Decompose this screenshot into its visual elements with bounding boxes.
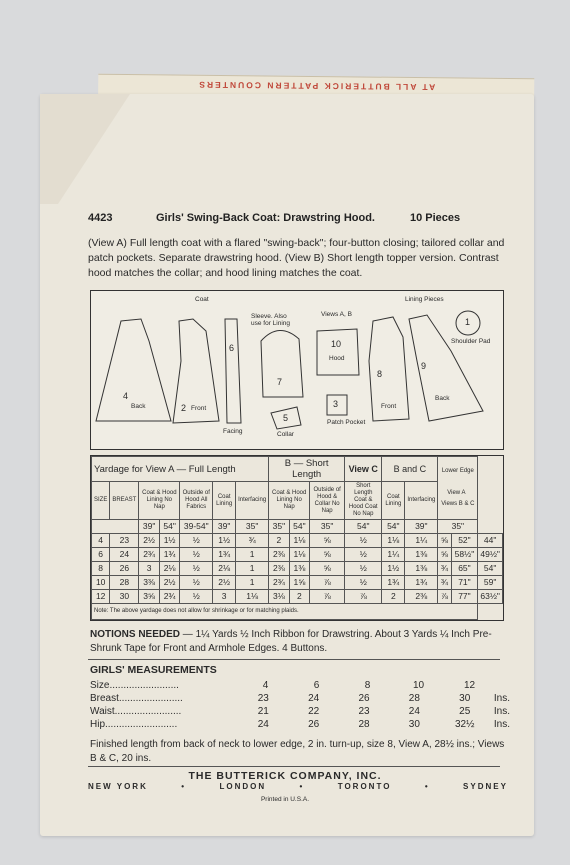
yardage-cell: 26	[110, 562, 139, 576]
yardage-cell: 2⅛	[213, 562, 236, 576]
yardage-cell: 1¾	[382, 576, 405, 590]
col-bc-interfacing: Interfacing	[405, 482, 438, 520]
measurement-row	[90, 705, 510, 718]
company-name: THE BUTTERICK COMPANY, INC.	[188, 770, 382, 782]
divider	[88, 659, 500, 660]
yardage-cell: 2¾	[139, 548, 160, 562]
measurement-unit: Ins.	[493, 706, 511, 717]
yardage-cell: 1⅛	[236, 590, 269, 604]
piece-number-1: 1	[465, 317, 471, 327]
yardage-cell: 2⅜	[269, 562, 290, 576]
yardage-cell: 77"	[451, 590, 478, 604]
yardage-cell: 1¼	[405, 534, 438, 548]
yardage-cell: 24	[110, 548, 139, 562]
lower-edge-view-a: View A	[447, 490, 466, 496]
width-8: 54"	[345, 520, 382, 534]
yardage-cell: 3	[213, 590, 236, 604]
yardage-cell: 1⅛	[289, 534, 310, 548]
width-6: 54"	[289, 520, 310, 534]
yardage-cell: 12	[92, 590, 110, 604]
piece-number-2: 2	[181, 403, 187, 413]
yardage-cell: 1⅝	[289, 576, 310, 590]
pieces-label-collar: Collar	[277, 431, 294, 438]
measurement-value: 24	[408, 706, 420, 717]
width-10: 39"	[405, 520, 438, 534]
pattern-pieces-diagram	[90, 290, 504, 450]
piece-number-4: 4	[123, 391, 129, 401]
yardage-cell: 1½	[213, 534, 236, 548]
measurement-label: Waist........................	[90, 706, 182, 717]
measurement-label: Breast.......................	[90, 693, 183, 704]
yardage-group-b: B — Short Length	[269, 457, 345, 482]
notions-section	[90, 628, 510, 656]
yardage-cell: ½	[180, 590, 213, 604]
yardage-cell: 6	[92, 548, 110, 562]
yardage-cell: ⅞	[438, 590, 451, 604]
measurement-value: 30	[408, 719, 420, 730]
yardage-cell: 63½"	[478, 590, 503, 604]
city-item: •	[181, 782, 187, 791]
piece-number-5: 5	[283, 413, 289, 423]
yardage-cell: 3	[139, 562, 160, 576]
yardage-cell: ½	[180, 548, 213, 562]
measurement-row	[90, 718, 510, 731]
col-a-hood: Outside of Hood All Fabrics	[180, 482, 213, 520]
yardage-cell: ½	[345, 534, 382, 548]
measurements-section	[90, 664, 510, 731]
yardage-cell: ½	[345, 562, 382, 576]
measurement-value: 32½	[454, 719, 475, 730]
pieces-label-front: Front	[191, 405, 207, 412]
piece-number-7: 7	[277, 377, 283, 387]
yardage-cell: ¾	[438, 562, 451, 576]
pieces-label-back: Back	[131, 403, 146, 410]
yardage-cell: 1⅜	[289, 562, 310, 576]
yardage-row	[92, 576, 503, 590]
measurement-value: 26	[308, 719, 320, 730]
yardage-cell: ⅞	[310, 590, 345, 604]
notions-label: NOTIONS NEEDED	[90, 629, 181, 640]
pieces-label-lining-back: Back	[435, 395, 450, 402]
measurement-value: 12	[463, 680, 476, 691]
yardage-cell: 4	[92, 534, 110, 548]
city-item: TORONTO	[337, 782, 392, 791]
col-b-coat: Coat & Hood Lining No Nap	[269, 482, 310, 520]
piece-number-8: 8	[377, 369, 383, 379]
yardage-cell: 59"	[478, 576, 503, 590]
yardage-cell: 3⅜	[139, 576, 160, 590]
facing-piece-shape	[225, 319, 241, 423]
measurement-value: 30	[459, 693, 471, 704]
yardage-cell: ½	[345, 576, 382, 590]
yardage-cell: 1¼	[382, 548, 405, 562]
yardage-cell: 1¾	[213, 548, 236, 562]
yardage-cell: 2½	[159, 576, 180, 590]
width-11: 35"	[438, 520, 478, 534]
yardage-cell: 3⅛	[269, 590, 290, 604]
col-b-hood: Outside of Hood & Collar No Nap	[310, 482, 345, 520]
pattern-title: Girls' Swing-Back Coat: Drawstring Hood.	[156, 212, 375, 224]
yardage-cell: 2⅛	[159, 562, 180, 576]
pieces-label-pocket: Patch Pocket	[327, 419, 366, 426]
pieces-label-coat: Coat	[195, 296, 209, 303]
yardage-cell: 2	[382, 590, 405, 604]
city-item: •	[299, 782, 305, 791]
yardage-group-a: Yardage for View A — Full Length	[92, 457, 269, 482]
yardage-cell: 44"	[478, 534, 503, 548]
piece-number-3: 3	[333, 399, 339, 409]
yardage-cell: 58½"	[451, 548, 478, 562]
yardage-cell: 8	[92, 562, 110, 576]
measurement-value: 22	[308, 706, 320, 717]
yardage-cell: 2⅜	[405, 590, 438, 604]
yardage-cell: 1½	[382, 562, 405, 576]
pieces-label-hood: Hood	[329, 355, 345, 362]
yardage-cell: 30	[110, 590, 139, 604]
yardage-cell: ⅝	[310, 548, 345, 562]
cities-line	[88, 782, 508, 791]
yardage-group-bc: B and C	[382, 457, 438, 482]
sleeve-piece-shape	[261, 330, 303, 397]
yardage-cell: 2½	[139, 534, 160, 548]
yardage-cell: 2	[269, 534, 290, 548]
pieces-label-sleeve: Sleeve. Also use for Lining	[251, 313, 291, 327]
yardage-cell: ⅝	[310, 562, 345, 576]
measurement-value: 8	[364, 680, 371, 691]
lower-edge-header	[438, 457, 478, 520]
width-0: 39"	[139, 520, 160, 534]
city-item: NEW YORK	[88, 782, 148, 791]
yardage-cell: 1⅛	[289, 548, 310, 562]
yardage-cell: 1	[236, 576, 269, 590]
yardage-cell: 2	[289, 590, 310, 604]
yardage-cell: 10	[92, 576, 110, 590]
yardage-cell: ⅝	[310, 534, 345, 548]
lower-edge-label: Lower Edge	[441, 468, 474, 474]
yardage-group-c: View C	[345, 457, 382, 482]
col-a-coat: Coat & Hood Lining No Nap	[139, 482, 180, 520]
yardage-row	[92, 534, 503, 548]
yardage-cell: 1	[236, 548, 269, 562]
yardage-cell: 1¾	[405, 576, 438, 590]
hood-piece-shape	[317, 329, 359, 375]
measurement-row	[90, 679, 510, 692]
measurement-value: 25	[459, 706, 471, 717]
yardage-cell: 3⅝	[139, 590, 160, 604]
measurements-title: GIRLS' MEASUREMENTS	[90, 664, 217, 676]
measurement-value: 4	[262, 680, 269, 691]
yardage-row	[92, 590, 503, 604]
yardage-cell: ½	[345, 548, 382, 562]
yardage-cell: 1⅛	[382, 534, 405, 548]
yardage-cell: 2¾	[269, 576, 290, 590]
yardage-cell: 2½	[213, 576, 236, 590]
piece-number-6: 6	[229, 343, 235, 353]
col-c-coat: Short Length Coat & Hood Coat No Nap	[345, 482, 382, 520]
width-3: 39"	[213, 520, 236, 534]
yardage-cell: 1¾	[159, 548, 180, 562]
measurement-value: 23	[257, 693, 269, 704]
flap-line-1: AT ALL BUTTERICK PATTERN COUNTERS	[197, 79, 436, 93]
measurement-value: 24	[257, 719, 269, 730]
piece-number-9: 9	[421, 361, 427, 371]
measurement-value: 26	[358, 693, 370, 704]
pieces-label-shoulder-pad: Shoulder Pad	[451, 338, 491, 345]
measurement-unit: Ins.	[493, 719, 511, 730]
yardage-cell: ⅞	[310, 576, 345, 590]
yardage-cell: 28	[110, 576, 139, 590]
pieces-label-lining: Lining Pieces	[405, 296, 444, 303]
yardage-note: Note: The above yardage does not allow for shrinkage or for matching plaids.	[92, 604, 478, 620]
width-9: 54"	[382, 520, 405, 534]
city-item: •	[424, 782, 430, 791]
pieces-label-views: Views A, B	[321, 311, 352, 318]
col-size: SIZE	[92, 482, 110, 520]
width-4: 35"	[236, 520, 269, 534]
city-item: LONDON	[219, 782, 267, 791]
yardage-cell: ½	[180, 562, 213, 576]
yardage-cell: ¾	[236, 534, 269, 548]
yardage-cell: 1	[236, 562, 269, 576]
yardage-cell: 52"	[451, 534, 478, 548]
measurement-value: 21	[257, 706, 269, 717]
yardage-cell: ½	[180, 534, 213, 548]
width-2: 39-54"	[180, 520, 213, 534]
measurement-row	[90, 692, 510, 705]
col-a-lining: Coat Lining	[213, 482, 236, 520]
finished-length: Finished length from back of neck to lower edge, 2 in. turn-up, size 8, View A, 28½ ins.; Views B & C, 20 ins.	[90, 739, 505, 764]
printed-in: Printed in U.S.A.	[260, 796, 310, 803]
measurement-value: 28	[358, 719, 370, 730]
col-a-interfacing: Interfacing	[236, 482, 269, 520]
measurement-value: 24	[308, 693, 320, 704]
notions-text: — 1¼ Yards ½ Inch Ribbon for Drawstring. About 3 Yards ¼ Inch Pre-Shrunk Tape for Front and Armhole Edges. 4 Buttons.	[90, 629, 492, 654]
yardage-cell: 2¾	[159, 590, 180, 604]
yardage-table	[90, 455, 504, 621]
yardage-cell: 49½"	[478, 548, 503, 562]
yardage-cell: ⅝	[438, 548, 451, 562]
divider	[88, 766, 500, 767]
measurement-label: Size.........................	[90, 680, 179, 691]
yardage-cell: 65"	[451, 562, 478, 576]
measurement-value: 10	[412, 680, 425, 691]
pattern-description: (View A) Full length coat with a flared "swing-back"; four-button closing; tailored collar and patch pockets. Separate drawstring hood. (View B) Short length topper version. Contrast hood matches the collar; and hood lining matches the coat.	[88, 237, 505, 279]
pattern-number: 4423	[88, 212, 113, 224]
col-breast: BREAST	[110, 482, 139, 520]
measurement-unit: Ins.	[493, 693, 511, 704]
yardage-cell: 71"	[451, 576, 478, 590]
yardage-cell: 54"	[478, 562, 503, 576]
yardage-cell: 2⅜	[269, 548, 290, 562]
yardage-cell: 1⅜	[405, 548, 438, 562]
width-5: 35"	[269, 520, 290, 534]
yardage-cell: ⅝	[438, 534, 451, 548]
yardage-row	[92, 562, 503, 576]
width-spacer	[92, 520, 139, 534]
lower-edge-views-bc: Views B & C	[441, 501, 475, 507]
pieces-label-lining-front: Front	[381, 403, 397, 410]
col-bc-lining: Coat Lining	[382, 482, 405, 520]
yardage-cell: ½	[180, 576, 213, 590]
yardage-cell: 1⅜	[405, 562, 438, 576]
measurement-value: 23	[358, 706, 370, 717]
width-7: 35"	[310, 520, 345, 534]
yardage-row	[92, 548, 503, 562]
yardage-cell: 1½	[159, 534, 180, 548]
measurement-label: Hip..........................	[90, 719, 178, 730]
pieces-label-facing: Facing	[223, 428, 243, 435]
measurement-value: 6	[313, 680, 320, 691]
yardage-cell: 23	[110, 534, 139, 548]
yardage-cell: ⅞	[345, 590, 382, 604]
measurement-value: 28	[408, 693, 420, 704]
piece-count: 10 Pieces	[410, 212, 461, 224]
yardage-cell: ¾	[438, 576, 451, 590]
width-1: 54"	[159, 520, 180, 534]
city-item: SYDNEY	[463, 782, 508, 791]
piece-number-10: 10	[331, 339, 342, 349]
